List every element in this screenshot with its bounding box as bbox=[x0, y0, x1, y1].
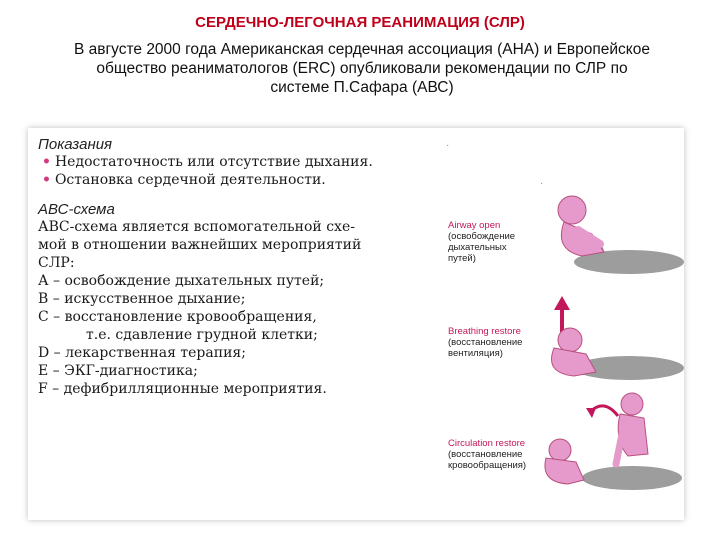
illustration-panel bbox=[28, 128, 684, 520]
abc-line: мой в отношении важнейших мероприятий bbox=[38, 237, 362, 253]
illustration-column bbox=[444, 128, 684, 520]
abc-line: Е – ЭКГ-диагностика; bbox=[38, 363, 198, 379]
abc-line: В – искусственное дыхание; bbox=[38, 291, 246, 307]
airway-open-illustration bbox=[534, 190, 684, 280]
step-caption-airway: Airway open (освобождение дыхательных путей) bbox=[448, 220, 516, 264]
circulation-restore-illustration bbox=[532, 390, 684, 500]
bullet-icon: • bbox=[42, 172, 51, 188]
indications-heading: Показания bbox=[38, 136, 113, 153]
intro-line: системе П.Сафара (АВС) bbox=[270, 79, 454, 96]
breathing-restore-illustration bbox=[534, 318, 684, 388]
abc-line: D – лекарственная терапия; bbox=[38, 345, 246, 361]
abc-line: А – освобождение дыхательных путей; bbox=[38, 273, 325, 289]
intro-line: общество реаниматологов (ERC) опубликовали рекомендации по СЛР по bbox=[96, 60, 628, 77]
dot-mark: · bbox=[540, 178, 544, 189]
indication-item: • Остановка сердечной деятельности. bbox=[42, 172, 326, 188]
abc-line: т.е. сдавление грудной клетки; bbox=[86, 327, 318, 343]
bullet-icon: • bbox=[42, 154, 51, 170]
step-caption-breathing: Breathing restore (восстановление вентиляция) bbox=[448, 326, 523, 359]
abc-line: АВС-схема является вспомогательной схе- bbox=[38, 219, 355, 235]
dot-mark: · bbox=[446, 140, 450, 151]
page-title: СЕРДЕЧНО-ЛЕГОЧНАЯ РЕАНИМАЦИЯ (СЛР) bbox=[195, 14, 525, 31]
abc-heading: АВС-схема bbox=[38, 201, 115, 218]
step-caption-circulation: Circulation restore (восстановление кровообращения) bbox=[448, 438, 527, 471]
indication-item: • Недостаточность или отсутствие дыхания. bbox=[42, 154, 373, 170]
abc-line: СЛР: bbox=[38, 255, 75, 271]
intro-line: В августе 2000 года Американская сердечная ассоциация (АНА) и Европейское bbox=[73, 41, 650, 58]
intro-text bbox=[22, 40, 702, 97]
text-column bbox=[38, 136, 448, 398]
abc-line: F – дефибрилляционные мероприятия. bbox=[38, 381, 327, 397]
abc-line: С – восстановление кровообращения, bbox=[38, 309, 317, 325]
